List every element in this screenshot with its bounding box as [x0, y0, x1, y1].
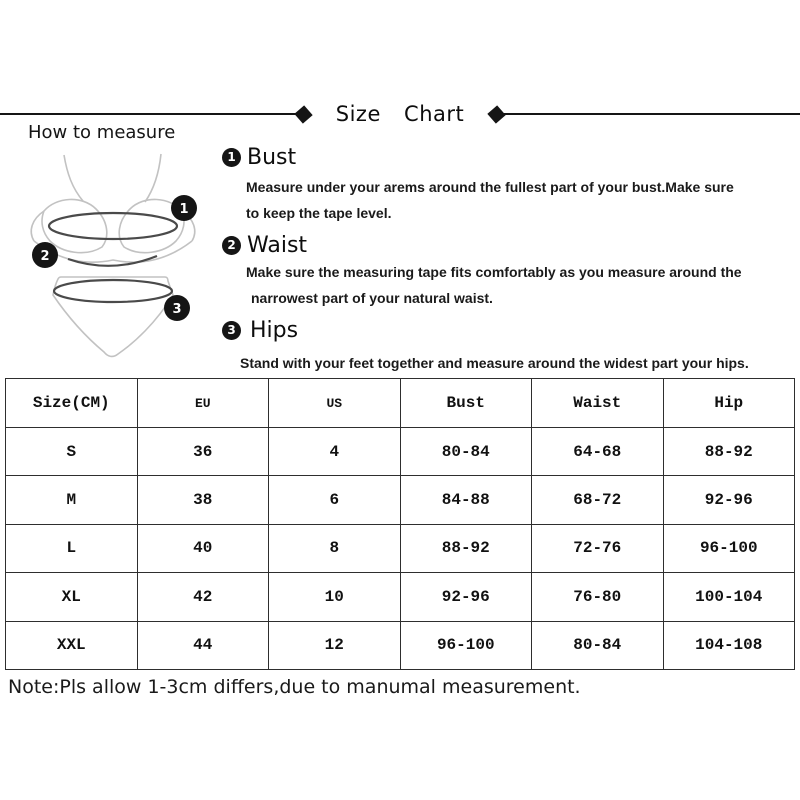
header-size-cm: Size(CM): [6, 379, 138, 428]
bust-marker-badge: [171, 195, 197, 221]
size-table-body: [6, 428, 795, 670]
cell-eu: 44: [137, 621, 269, 669]
waist-section: [222, 233, 798, 311]
cell-size: L: [6, 524, 138, 572]
table-row-xl: [6, 573, 795, 621]
hips-section-heading: [222, 318, 798, 343]
table-row-s: [6, 428, 795, 476]
title-rule-left: [0, 113, 297, 115]
size-table: [5, 378, 795, 670]
cell-bust: 84-88: [400, 476, 532, 524]
bust-description-line: to keep the tape level.: [246, 205, 392, 221]
cell-waist: 64-68: [532, 428, 664, 476]
waist-marker-badge: [32, 242, 58, 268]
diamond-icon: [294, 105, 312, 123]
cell-bust: 92-96: [400, 573, 532, 621]
cell-size: M: [6, 476, 138, 524]
bust-section-title: Bust: [247, 145, 297, 170]
cell-bust: 96-100: [400, 621, 532, 669]
hips-description-line: Stand with your feet together and measure around the widest part your hips.: [240, 355, 749, 371]
cell-bust: 88-92: [400, 524, 532, 572]
cell-hip: 96-100: [663, 524, 795, 572]
cell-waist: 76-80: [532, 573, 664, 621]
cell-waist: 72-76: [532, 524, 664, 572]
size-table-head: [6, 379, 795, 428]
hips-section: [222, 318, 798, 376]
page-title: Size Chart: [335, 102, 465, 126]
waist-description-line: narrowest part of your natural waist.: [251, 290, 493, 306]
bust-tape-ellipse: [49, 213, 177, 239]
table-row-l: [6, 524, 795, 572]
header-waist: Waist: [532, 379, 664, 428]
bust-marker-number: 1: [179, 202, 189, 217]
waist-section-description: [246, 259, 798, 311]
waist-section-title: Waist: [247, 233, 308, 258]
cell-size: XXL: [6, 621, 138, 669]
hips-section-description: [240, 350, 798, 376]
waist-number-badge: 2: [222, 236, 241, 255]
header-us: US: [269, 379, 401, 428]
how-to-measure-heading: How to measure: [28, 122, 176, 143]
bikini-underband: [34, 241, 192, 262]
cell-bust: 80-84: [400, 428, 532, 476]
hips-section-title: Hips: [250, 318, 299, 343]
hip-tape-ellipse: [54, 280, 172, 302]
bust-section: [222, 145, 798, 226]
hip-marker-badge: [164, 295, 190, 321]
table-row-m: [6, 476, 795, 524]
cell-us: 6: [269, 476, 401, 524]
cell-eu: 36: [137, 428, 269, 476]
cell-eu: 40: [137, 524, 269, 572]
table-row-xxl: [6, 621, 795, 669]
hips-number-badge: 3: [222, 321, 241, 340]
waist-description-line: Make sure the measuring tape fits comfortably as you measure around the: [246, 264, 742, 280]
bust-section-description: [246, 174, 798, 226]
waist-marker-number: 2: [40, 249, 50, 264]
header-hip: Hip: [663, 379, 795, 428]
bust-description-line: Measure under your arems around the fullest part of your bust.Make sure: [246, 179, 734, 195]
cell-hip: 104-108: [663, 621, 795, 669]
note-text: Note:Pls allow 1-3cm differs,due to manumal measurement.: [8, 676, 581, 698]
bust-number-badge: 1: [222, 148, 241, 167]
hip-marker-number: 3: [172, 302, 182, 317]
cell-size: S: [6, 428, 138, 476]
header-eu: EU: [137, 379, 269, 428]
size-table-header-row: [6, 379, 795, 428]
bikini-bottom-sketch: [53, 277, 173, 356]
cell-size: XL: [6, 573, 138, 621]
measurement-figure: [20, 147, 220, 362]
cell-us: 8: [269, 524, 401, 572]
cell-us: 4: [269, 428, 401, 476]
cell-waist: 68-72: [532, 476, 664, 524]
title-rule-right: [503, 113, 800, 115]
header-bust: Bust: [400, 379, 532, 428]
cell-us: 12: [269, 621, 401, 669]
bust-section-heading: [222, 145, 798, 170]
cell-waist: 80-84: [532, 621, 664, 669]
cell-hip: 100-104: [663, 573, 795, 621]
bikini-strap-left: [64, 155, 83, 201]
cell-hip: 92-96: [663, 476, 795, 524]
cell-hip: 88-92: [663, 428, 795, 476]
diamond-icon: [488, 105, 506, 123]
cell-eu: 38: [137, 476, 269, 524]
bikini-strap-right: [145, 154, 161, 202]
cell-us: 10: [269, 573, 401, 621]
cell-eu: 42: [137, 573, 269, 621]
waist-section-heading: [222, 233, 798, 258]
